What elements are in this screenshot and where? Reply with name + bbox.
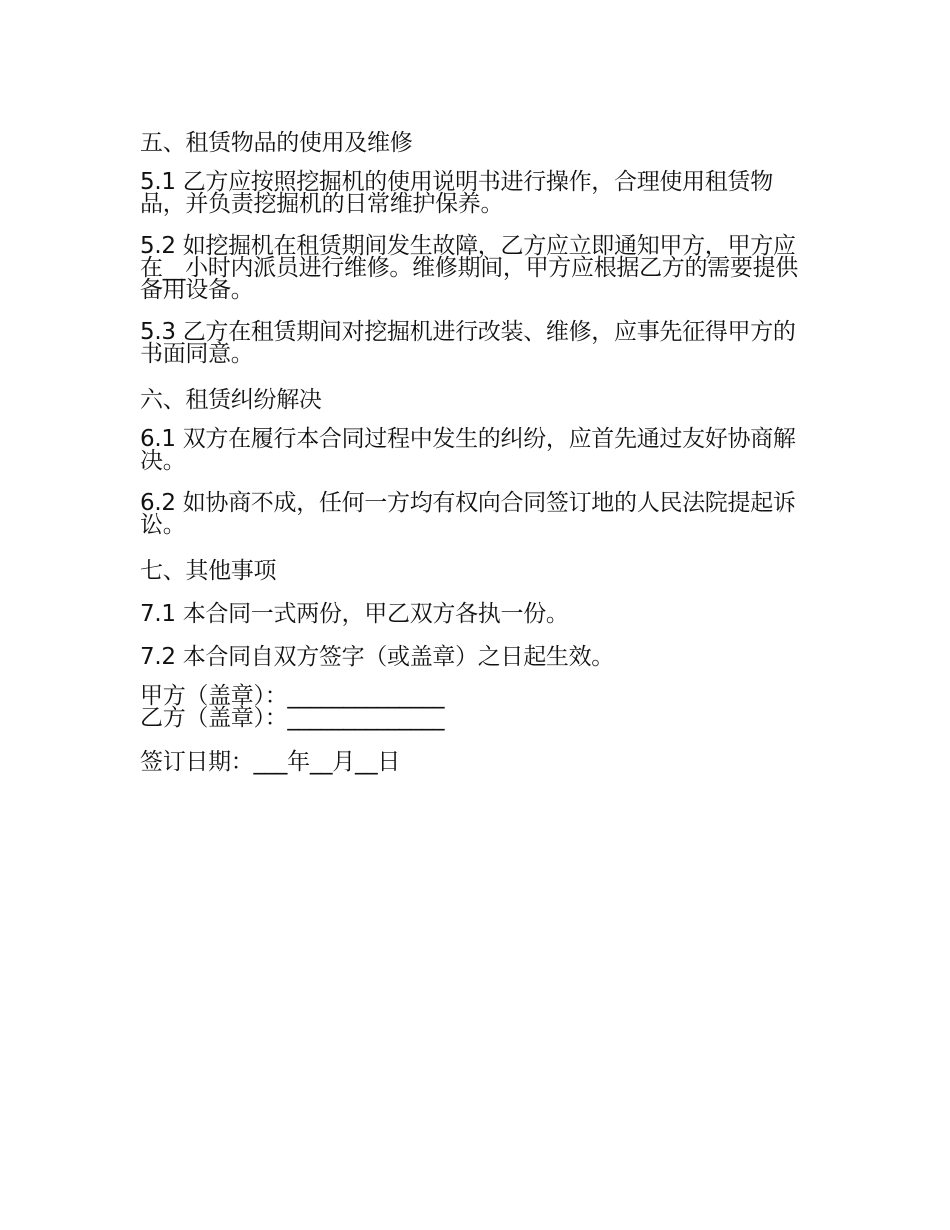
section-heading-other-matters: 七、其他事项 <box>140 558 277 584</box>
clause-5-2: 5.2 如挖掘机在租赁期间发生故障，乙方应立即通知甲方，甲方应在__小时内派员进行维修。维修期间，甲方应根据乙方的需要提供备用设备。 <box>140 233 799 303</box>
signing-day-unit: 日 <box>377 749 401 775</box>
party-a-label: 甲方（盖章）： <box>140 683 288 709</box>
clause-5-1: 5.1 乙方应按照挖掘机的使用说明书进行操作，合理使用租赁物品，并负责挖掘机的日常维护保养。 <box>140 169 773 217</box>
signature-block <box>140 685 810 729</box>
section-heading-dispute-resolution: 六、租赁纠纷解决 <box>140 387 322 413</box>
contract-body <box>140 128 810 777</box>
signing-date-line <box>140 747 810 777</box>
clause-6-1: 6.1 双方在履行本合同过程中发生的纠纷，应首先通过友好协商解决。 <box>140 426 796 474</box>
section-heading-usage-maintenance: 五、租赁物品的使用及维修 <box>140 130 413 156</box>
clause-5-3: 5.3 乙方在租赁期间对挖掘机进行改装、维修，应事先征得甲方的书面同意。 <box>140 319 796 367</box>
signing-year-unit: 年 <box>287 749 310 775</box>
party-b-signature-blank: ______________ <box>287 705 445 731</box>
clause-7-2: 7.2 本合同自双方签字（或盖章）之日起生效。 <box>140 644 614 670</box>
signing-date-label: 签订日期： <box>140 749 254 775</box>
party-b-signature-line <box>140 707 810 729</box>
clause-6-2: 6.2 如协商不成，任何一方均有权向合同签订地的人民法院提起诉讼。 <box>140 490 796 538</box>
signing-month-blank: __ <box>309 749 333 775</box>
clause-7-1: 7.1 本合同一式两份，甲乙双方各执一份。 <box>140 601 569 627</box>
party-b-label: 乙方（盖章）： <box>140 705 288 731</box>
signing-year-blank: ___ <box>253 749 288 775</box>
signing-day-blank: __ <box>354 749 378 775</box>
signing-month-unit: 月 <box>332 749 355 775</box>
party-a-signature-line <box>140 685 810 707</box>
party-a-signature-blank: ______________ <box>287 683 445 709</box>
